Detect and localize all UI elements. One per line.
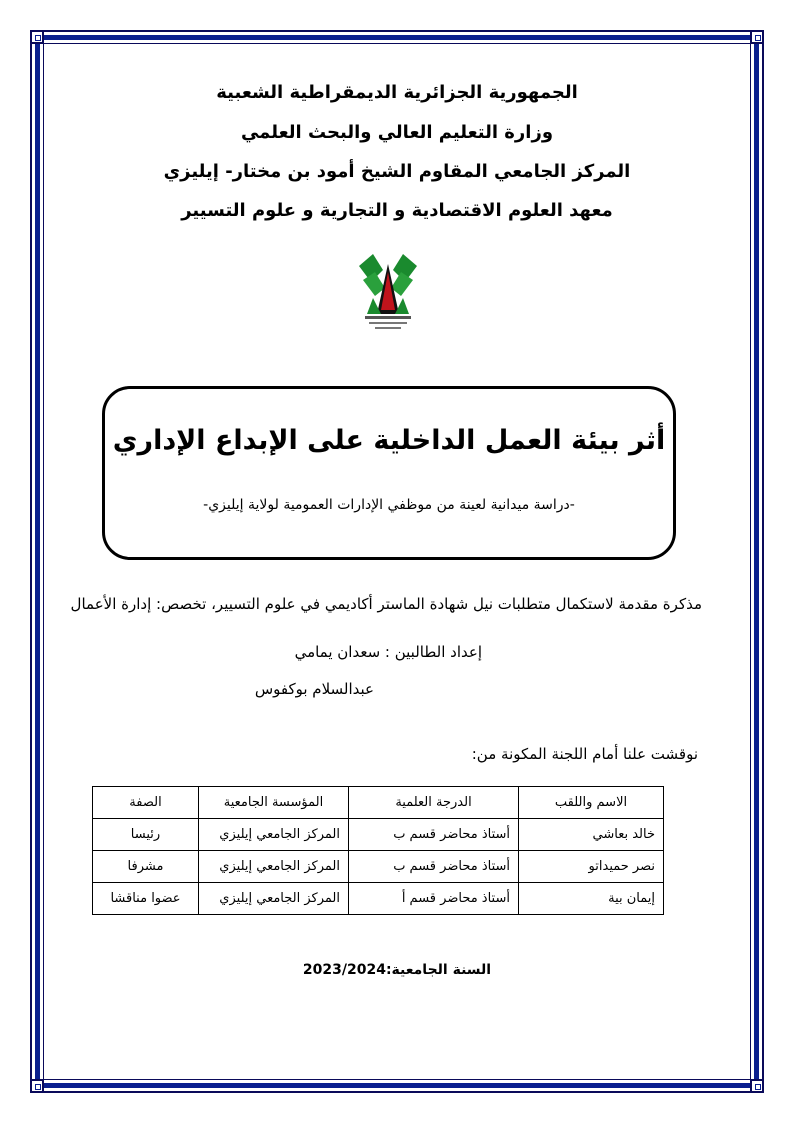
member-rank: أستاذ محاضر قسم ب bbox=[349, 819, 519, 851]
thesis-title: أثر بيئة العمل الداخلية على الإبداع الإداري bbox=[112, 425, 666, 456]
member-institution: المركز الجامعي إيليزي bbox=[199, 883, 349, 915]
header-role: الصفة bbox=[93, 787, 199, 819]
member-institution: المركز الجامعي إيليزي bbox=[199, 819, 349, 851]
university-logo-icon bbox=[357, 252, 419, 336]
border-corner-top-left bbox=[30, 30, 44, 44]
border-corner-bottom-right bbox=[750, 1079, 764, 1093]
member-name: خالد بعاشي bbox=[519, 819, 664, 851]
header-center: المركز الجامعي المقاوم الشيخ أمود بن مختار- إيليزي bbox=[163, 161, 631, 182]
title-box bbox=[102, 386, 676, 560]
header-name: الاسم واللقب bbox=[519, 787, 664, 819]
table-row bbox=[93, 883, 664, 915]
thesis-subtitle: -دراسة ميدانية لعينة من موظفي الإدارات العمومية لولاية إيليزي- bbox=[203, 497, 575, 513]
border-corner-top-right bbox=[750, 30, 764, 44]
member-name: نصر حميداتو bbox=[519, 851, 664, 883]
member-role: مشرفا bbox=[93, 851, 199, 883]
member-rank: أستاذ محاضر قسم ب bbox=[349, 851, 519, 883]
member-institution: المركز الجامعي إيليزي bbox=[199, 851, 349, 883]
academic-year: السنة الجامعية:2023/2024 bbox=[302, 962, 492, 978]
committee-intro: نوقشت علنا أمام اللجنة المكونة من: bbox=[471, 745, 698, 763]
member-rank: أستاذ محاضر قسم أ bbox=[349, 883, 519, 915]
thesis-statement: مذكرة مقدمة لاستكمال متطلبات نيل شهادة الماستر أكاديمي في علوم التسيير، تخصص: إدارة الأعمال bbox=[70, 595, 702, 613]
table-row bbox=[93, 851, 664, 883]
header-institution: المؤسسة الجامعية bbox=[199, 787, 349, 819]
second-student: عبدالسلام بوكفوس bbox=[254, 680, 374, 698]
member-role: رئيسا bbox=[93, 819, 199, 851]
page-border-inner bbox=[43, 43, 751, 1080]
table-row bbox=[93, 819, 664, 851]
header-institute: معهد العلوم الاقتصادية و التجارية و علوم التسيير bbox=[181, 200, 613, 221]
header-rank: الدرجة العلمية bbox=[349, 787, 519, 819]
header-republic: الجمهورية الجزائرية الديمقراطية الشعبية bbox=[216, 82, 578, 103]
prepared-by: إعداد الطالبين : سعدان يمامي bbox=[294, 643, 482, 661]
committee-table bbox=[92, 786, 664, 915]
header-ministry: وزارة التعليم العالي والبحث العلمي bbox=[240, 122, 554, 143]
member-role: عضوا مناقشا bbox=[93, 883, 199, 915]
table-header-row bbox=[93, 787, 664, 819]
member-name: إيمان بية bbox=[519, 883, 664, 915]
border-corner-bottom-left bbox=[30, 1079, 44, 1093]
